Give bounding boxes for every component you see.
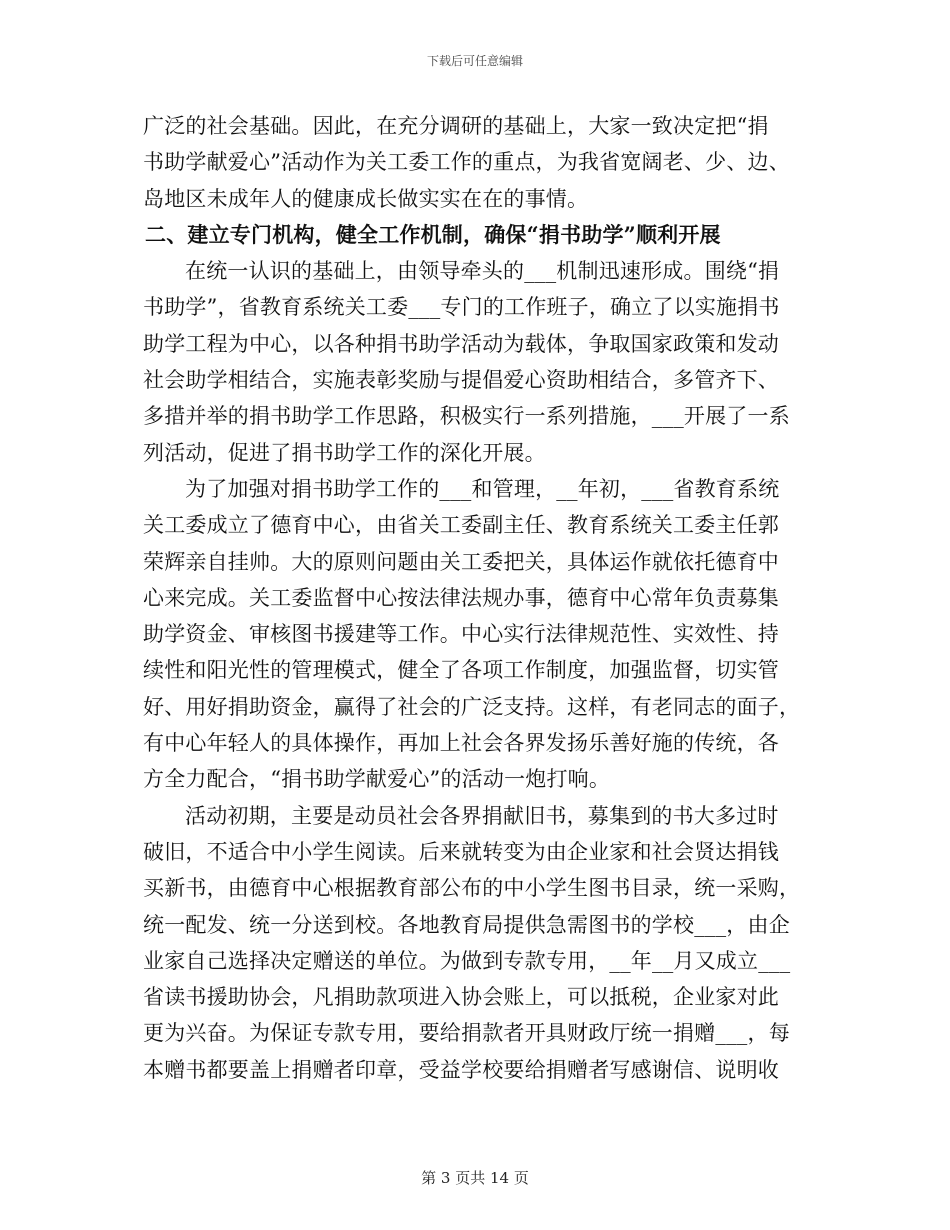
body-line: 书助学”，省教育系统关工委___专门的工作班子，确立了以实施捐书 [143, 295, 780, 320]
paragraph-start-line: 在统一认识的基础上，由领导牵头的___机制迅速形成。围绕“捐 [185, 259, 780, 284]
body-line: 有中心年轻人的具体操作，再加上社会各界发扬乐善好施的传统，各 [143, 731, 779, 756]
body-line: 更为兴奋。为保证专款专用，要给捐款者开具财政厅统一捐赠___，每 [143, 1021, 790, 1046]
body-line: 多措并举的捐书助学工作思路，积极实行一系列措施，___开展了一系 [143, 404, 790, 429]
body-line: 助学工程为中心，以各种捐书助学活动为载体，争取国家政策和发动 [143, 331, 779, 356]
body-line: 本赠书都要盖上捐赠者印章，受益学校要给捐赠者写感谢信、说明收 [143, 1057, 779, 1082]
body-line: 关工委成立了德育中心，由省关工委副主任、教育系统关工委主任郭 [143, 513, 779, 538]
body-line: 统一配发、统一分送到校。各地教育局提供急需图书的学校___，由企 [143, 912, 790, 937]
body-line: 省读书援助协会，凡捐助款项进入协会账上，可以抵税，企业家对此 [143, 985, 779, 1010]
document-body [143, 108, 808, 1088]
paragraph-start-line: 为了加强对捐书助学工作的___和管理，__年初，___省教育系统 [185, 476, 780, 501]
body-line: 社会助学相结合，实施表彰奖励与提倡爱心资助相结合，多管齐下、 [143, 368, 779, 393]
body-line: 广泛的社会基础。因此，在充分调研的基础上，大家一致决定把“捐 [143, 114, 769, 138]
body-line: 买新书，由德育中心根据教育部公布的中小学生图书目录，统一采购， [143, 876, 801, 901]
body-line: 破旧，不适合中小学生阅读。后来就转变为由企业家和社会贤达捐钱 [143, 839, 779, 864]
body-line: 列活动，促进了捐书助学工作的深化开展。 [143, 440, 546, 465]
body-line: 好、用好捐助资金，赢得了社会的广泛支持。这样，有老同志的面子， [143, 694, 801, 719]
page-header-note: 下载后可任意编辑 [426, 54, 523, 68]
body-line: 助学资金、审核图书援建等工作。中心实行法律规范性、实效性、持 [143, 622, 779, 647]
body-line: 方全力配合，“捐书助学献爱心”的活动一炮打响。 [143, 767, 611, 792]
section-heading: 二、建立专门机构，健全工作机制，确保“捐书助学”顺利开展 [145, 221, 721, 247]
page-number: 第 3 页共 14 页 [421, 1169, 529, 1187]
body-line: 业家自己选择决定赠送的单位。为做到专款专用，__年__月又成立___ [143, 948, 791, 973]
body-line: 岛地区未成年人的健康成长做实实在在的事情。 [143, 186, 589, 211]
body-line: 心来完成。关工委监督中心按法律法规办事，德育中心常年负责募集 [143, 585, 779, 610]
paragraph-start-line: 活动初期，主要是动员社会各界捐献旧书，募集到的书大多过时 [185, 803, 779, 828]
body-line: 荣辉亲自挂帅。大的原则问题由关工委把关，具体运作就依托德育中 [143, 549, 779, 574]
body-line: 续性和阳光性的管理模式，健全了各项工作制度，加强监督，切实管 [143, 658, 779, 683]
body-line: 书助学献爱心”活动作为关工委工作的重点，为我省宽阔老、少、边、 [143, 150, 790, 175]
